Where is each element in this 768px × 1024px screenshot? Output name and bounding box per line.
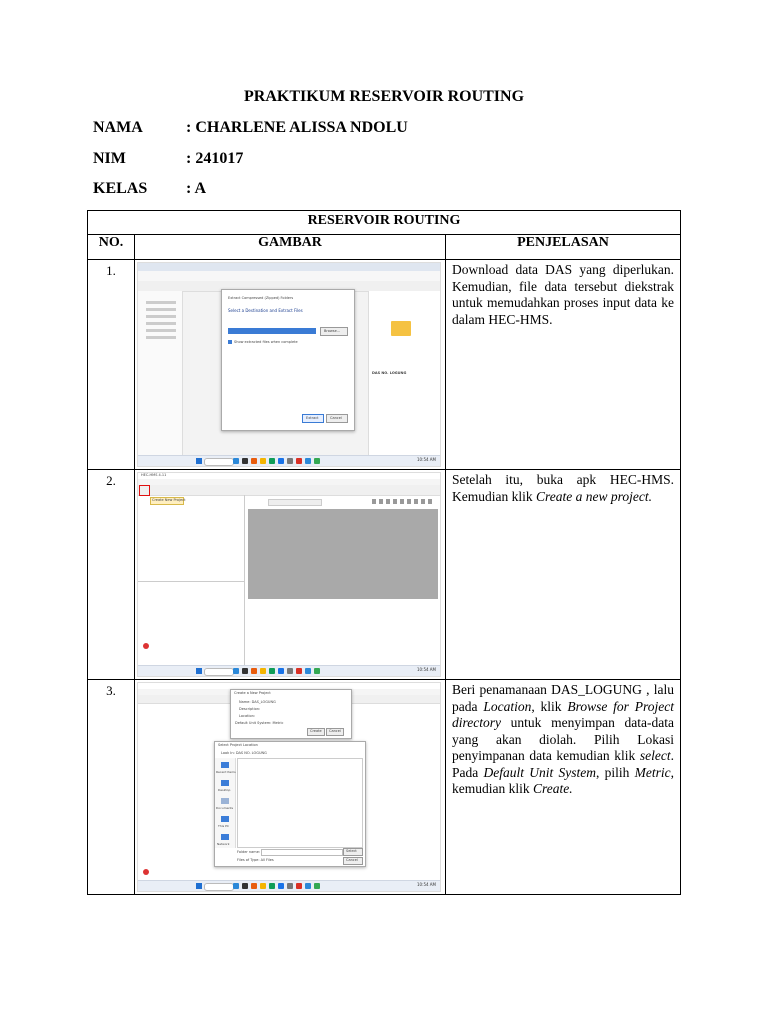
info-row-kelas bbox=[93, 180, 206, 198]
taskbar bbox=[138, 880, 440, 891]
create-project-dialog bbox=[230, 689, 352, 739]
col-header-penjelasan: PENJELASAN bbox=[446, 235, 681, 260]
cancel-button[interactable]: Cancel bbox=[330, 416, 342, 420]
network-icon[interactable] bbox=[221, 834, 229, 840]
browse-button[interactable]: Browse... bbox=[324, 329, 341, 333]
folder-name-label: Folder name: bbox=[237, 850, 261, 854]
dialog-heading: Select a Destination and Extract Files bbox=[228, 308, 303, 313]
desktop-icon[interactable] bbox=[221, 780, 229, 786]
select-location-dialog bbox=[214, 741, 366, 867]
screenshot-cell bbox=[135, 470, 446, 680]
look-in-select[interactable]: Look In: DAS NO. LOGUNG bbox=[221, 751, 267, 755]
this-pc-icon[interactable] bbox=[221, 816, 229, 822]
canvas-area bbox=[248, 509, 438, 599]
info-label: NIM bbox=[93, 150, 126, 167]
description-field[interactable]: Description: bbox=[239, 707, 261, 711]
unit-system-select[interactable]: Default Unit System: Metric bbox=[235, 721, 284, 725]
row-number: 1. bbox=[88, 260, 135, 470]
place-label: Documents bbox=[216, 806, 234, 810]
taskbar-search[interactable] bbox=[204, 668, 234, 676]
row-description: Setelah itu, buka apk HEC-HMS. Kemudian klik Create a new project. bbox=[446, 470, 681, 680]
screenshot-cell bbox=[135, 260, 446, 470]
app-title: HEC-HMS 4.11 bbox=[141, 473, 167, 477]
taskbar bbox=[138, 665, 440, 676]
location-field[interactable]: Location: bbox=[239, 714, 255, 718]
windows-icon[interactable] bbox=[196, 883, 202, 889]
select-button[interactable]: Select bbox=[346, 849, 357, 853]
reservoir-table bbox=[87, 210, 681, 895]
row-description: Download data DAS yang diperlukan. Kemudian, file data tersebut diekstrak untuk memudahkan proses input data ke dalam HEC-HMS. bbox=[446, 260, 681, 470]
extract-button[interactable]: Extract bbox=[306, 416, 319, 420]
show-files-checkbox[interactable]: Show extracted files when complete bbox=[234, 340, 298, 344]
col-header-gambar: GAMBAR bbox=[135, 235, 446, 260]
windows-icon[interactable] bbox=[196, 458, 202, 464]
col-header-no: NO. bbox=[88, 235, 135, 260]
documents-icon[interactable] bbox=[221, 798, 229, 804]
taskbar-search[interactable] bbox=[204, 458, 234, 466]
place-label: Network bbox=[217, 842, 230, 846]
table-row bbox=[88, 470, 681, 680]
row-number: 2. bbox=[88, 470, 135, 680]
screenshot-explorer bbox=[137, 262, 441, 467]
taskbar-search[interactable] bbox=[204, 883, 234, 891]
info-label: NAMA bbox=[93, 119, 143, 136]
info-value: : CHARLENE ALISSA NDOLU bbox=[186, 119, 408, 136]
place-label: This PC bbox=[218, 824, 229, 828]
screenshot-cell bbox=[135, 680, 446, 895]
row-description: Beri penamanaan DAS_LOGUNG , lalu pada Location, klik Browse for Project directory untuk menyimpan data-data yang akan diolah. Pilih Lokasi penyimpanan data kemudian klik select. Pada Default Unit System, pilih Metric, kemudian klik Create. bbox=[446, 680, 681, 895]
place-label: Desktop bbox=[218, 788, 231, 792]
tooltip: Create New Project bbox=[152, 498, 186, 502]
recent-items-icon[interactable] bbox=[221, 762, 229, 768]
page-title: PRAKTIKUM RESERVOIR ROUTING bbox=[243, 88, 525, 105]
files-of-type-select[interactable]: Files of Type: All Files bbox=[237, 858, 274, 862]
screenshot-hechms bbox=[137, 472, 441, 677]
create-button[interactable]: Create bbox=[310, 729, 322, 733]
screenshot-new-project bbox=[137, 682, 441, 892]
taskbar bbox=[138, 455, 440, 466]
clock: 10:54 AM bbox=[417, 667, 436, 672]
hec-logo-icon bbox=[143, 643, 149, 649]
hec-logo-icon bbox=[143, 869, 149, 875]
clock: 10:54 AM bbox=[417, 882, 436, 887]
windows-icon[interactable] bbox=[196, 668, 202, 674]
name-field[interactable]: Name: DAS_LOGUNG bbox=[239, 700, 276, 704]
dialog-title: Select Project Location bbox=[218, 743, 258, 747]
info-value: : 241017 bbox=[186, 150, 244, 167]
cancel-button[interactable]: Cancel bbox=[329, 729, 341, 733]
table-title: RESERVOIR ROUTING bbox=[88, 211, 681, 235]
row-number: 3. bbox=[88, 680, 135, 895]
folder-icon bbox=[391, 321, 411, 336]
cancel-button[interactable]: Cancel bbox=[346, 858, 358, 862]
dialog-title: Create a New Project bbox=[234, 691, 271, 695]
extract-dialog bbox=[221, 289, 355, 431]
place-label: Recent Items bbox=[216, 770, 236, 774]
clock: 10:54 AM bbox=[417, 457, 436, 462]
info-row-nim bbox=[93, 150, 243, 168]
dialog-title: Extract Compressed (Zipped) Folders bbox=[228, 296, 294, 300]
info-row-nama bbox=[93, 119, 408, 137]
folder-label: DAS NO. LOGUNG bbox=[372, 371, 407, 375]
table-row bbox=[88, 680, 681, 895]
info-value: : A bbox=[186, 180, 206, 197]
table-row bbox=[88, 260, 681, 470]
info-label: KELAS bbox=[93, 180, 148, 197]
